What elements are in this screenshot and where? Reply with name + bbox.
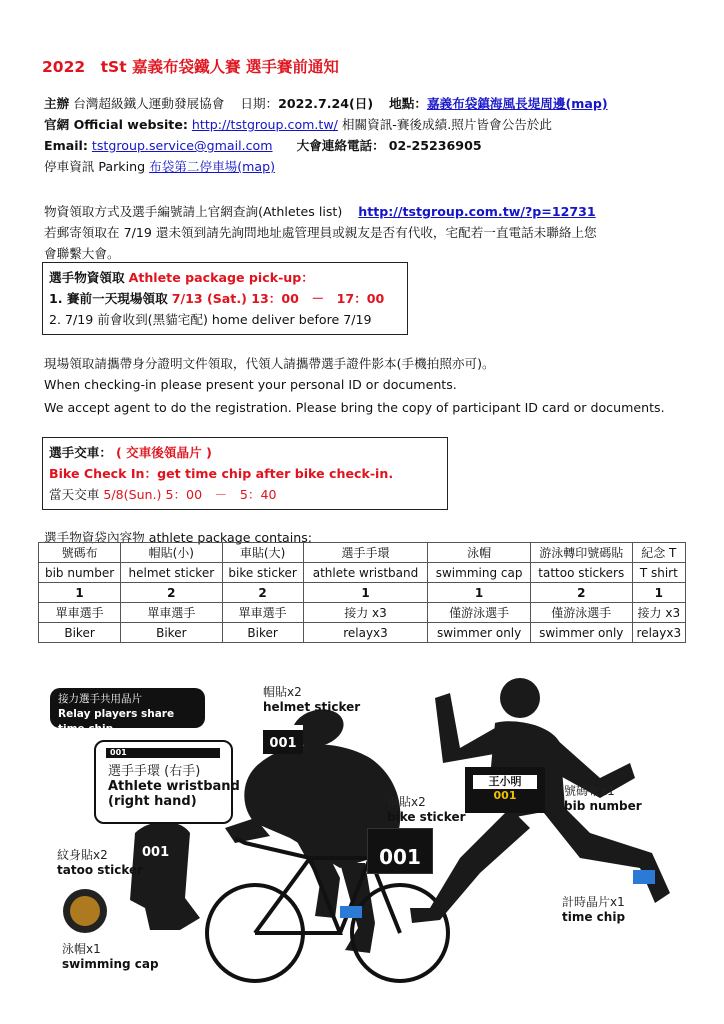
bib-cn: 號碼布x1: [564, 784, 615, 798]
bib-sheet: [465, 767, 545, 813]
wristband-en-2: (right hand): [108, 794, 197, 809]
bib-label: [564, 784, 642, 814]
package-cell: 僅游泳選手: [530, 603, 632, 623]
package-cell: 紀念 T: [632, 543, 685, 563]
pickup-box: [42, 262, 408, 335]
organizer-line: [44, 93, 608, 112]
package-cell: 號碼布: [39, 543, 121, 563]
package-cell: athlete wristband: [303, 563, 428, 583]
athletes-list-line: [44, 201, 596, 220]
package-cell: Biker: [121, 623, 222, 643]
helmet-en: helmet sticker: [263, 700, 361, 714]
wristband-number: 001: [110, 748, 127, 757]
package-row-cn: [39, 543, 686, 563]
athletes-list-text: 物資領取方式及選手編號請上官網查詢(Athletes list): [44, 204, 343, 219]
website-label: 官網 Official website:: [44, 117, 188, 132]
time-chip-en: time chip: [562, 910, 626, 924]
package-cell: 單車選手: [121, 603, 222, 623]
package-cell: 帽貼(小): [121, 543, 222, 563]
package-row-en: [39, 563, 686, 583]
bike-sticker: [367, 828, 433, 874]
parking-line: [44, 156, 275, 175]
time-chip-icon: [340, 906, 362, 918]
wristband-cn: 選手手環 (右手): [108, 764, 201, 779]
package-cell: Biker: [39, 623, 121, 643]
id-notice-cn: 現場領取請攜帶身分證明文件領取，代領人請攜帶選手證件影本(手機拍照亦可)。: [44, 356, 495, 371]
phone: 02-25236905: [388, 138, 482, 153]
bike-sticker-cn: 車貼x2: [387, 795, 426, 809]
helmet-sticker: [263, 725, 303, 754]
package-cell: 接力 x3: [303, 603, 428, 623]
contact-line: [44, 135, 482, 154]
bike-checkin-time: 5/8(Sun.) 5：00 － 5：40: [103, 487, 277, 502]
pickup-line-1-prefix: 1. 賽前一天現場領取: [49, 291, 168, 306]
id-notice-en-2: We accept agent to do the registration. Please bring the copy of participant ID card or documents.: [44, 400, 665, 415]
bike-checkin-title: [49, 442, 441, 463]
time-chip-cn: 計時晶片x1: [562, 895, 625, 909]
bike-checkin-prefix: 當天交車: [49, 487, 100, 502]
helmet-number: 001: [269, 736, 297, 751]
date-label: 日期：: [240, 96, 279, 111]
package-cell: swimming cap: [428, 563, 531, 583]
package-cell: 單車選手: [222, 603, 303, 623]
bike-checkin-line: [49, 484, 441, 505]
wristband-label: [108, 764, 240, 809]
package-cell: bib number: [39, 563, 121, 583]
organizer: 台灣超級鐵人運動發展協會: [73, 96, 225, 111]
wristband-band: [106, 748, 220, 758]
package-cell: relayx3: [632, 623, 685, 643]
mail-note-1: 若郵寄領取在 7/19 還未領到請先詢問地址處管理員或親友是否有代收，宅配若一直電話未聯絡上您: [44, 225, 597, 240]
bike-checkin-title-cn: 選手交車：: [49, 445, 112, 460]
tattoo-cn: 紋身貼x2: [57, 848, 108, 862]
swimming-cap-cn: 泳帽x1: [62, 942, 101, 956]
package-cell: 1: [632, 583, 685, 603]
athletes-list-link[interactable]: http://tstgroup.com.tw/?p=12731: [358, 204, 596, 219]
package-cell: 1: [428, 583, 531, 603]
swimming-cap-en: swimming cap: [62, 957, 159, 971]
tattoo-label: [57, 848, 143, 878]
package-cell: 泳帽: [428, 543, 531, 563]
pickup-title-cn: 選手物資領取: [49, 270, 125, 285]
package-cell: 接力 x3: [632, 603, 685, 623]
date: 2022.7.24(日): [278, 96, 374, 111]
parking-map-link[interactable]: 布袋第二停車場(map): [149, 159, 276, 174]
pickup-title-en: Athlete package pick-up：: [128, 270, 314, 285]
package-row-who-en: [39, 623, 686, 643]
relay-en: Relay players share time chip.: [58, 708, 175, 735]
venue-map-link[interactable]: 嘉義布袋鎮海風長堤周邊(map): [426, 96, 608, 111]
bib-en: bib number: [564, 799, 642, 813]
page-title: 2022 tSt 嘉義布袋鐵人賽 選手賽前通知: [42, 58, 339, 76]
mail-note-2: 會聯繫大會。: [44, 246, 120, 261]
package-row-who: [39, 603, 686, 623]
time-chip-icon-runner: [633, 870, 655, 884]
package-cell: 車貼(大): [222, 543, 303, 563]
helmet-label: [263, 685, 360, 715]
package-cell: bike sticker: [222, 563, 303, 583]
package-cell: T shirt: [632, 563, 685, 583]
package-cell: 游泳轉印號碼貼: [530, 543, 632, 563]
package-cell: swimmer only: [530, 623, 632, 643]
package-cell: swimmer only: [428, 623, 531, 643]
package-cell: 2: [530, 583, 632, 603]
package-cell: tattoo stickers: [530, 563, 632, 583]
parking-label: 停車資訊 Parking: [44, 159, 146, 174]
package-cell: 2: [222, 583, 303, 603]
pickup-line-1: [49, 288, 401, 309]
website-link[interactable]: http://tstgroup.com.tw/: [191, 117, 338, 132]
package-cell: Biker: [222, 623, 303, 643]
bib-name: 王小明: [473, 775, 537, 789]
email-link[interactable]: tstgroup.service@gmail.com: [91, 138, 273, 153]
bike-checkin-note: ( 交車後領晶片 ): [115, 445, 212, 460]
pickup-line-1-time: 7/13 (Sat.) 13：00 － 17：00: [171, 291, 385, 306]
package-table: [38, 542, 686, 643]
wristband-callout: [94, 740, 240, 824]
bike-sticker-number: 001: [379, 845, 421, 869]
package-cell: 1: [303, 583, 428, 603]
organizer-label: 主辦: [44, 96, 70, 111]
pickup-line-2: 2. 7/19 前會收到(黑貓宅配) home deliver before 7/19: [49, 312, 372, 327]
pickup-title: [49, 267, 401, 288]
id-notice-en-1: When checking-in please present your personal ID or documents.: [44, 377, 457, 392]
venue-label: 地點：: [389, 96, 427, 111]
helmet-cn: 帽貼x2: [263, 685, 302, 699]
website-line: [44, 114, 552, 133]
tattoo-en: tatoo sticker: [57, 863, 144, 877]
package-row-qty: [39, 583, 686, 603]
package-cell: 僅游泳選手: [428, 603, 531, 623]
package-cell: 1: [39, 583, 121, 603]
bike-checkin-title-en: Bike Check In：get time chip after bike check-in.: [49, 466, 394, 481]
package-cell: 選手手環: [303, 543, 428, 563]
relay-callout: [50, 688, 205, 735]
bike-sticker-label: [387, 795, 466, 825]
package-cell: 單車選手: [39, 603, 121, 623]
relay-cn: 接力選手共用晶片: [58, 693, 142, 705]
website-note: 相關資訊-賽後成績.照片皆會公告於此: [341, 117, 552, 132]
time-chip-label: [562, 895, 625, 925]
package-cell: 2: [121, 583, 222, 603]
bib-number: 001: [493, 789, 517, 802]
swimming-cap-label: [62, 942, 159, 972]
email-label: Email:: [44, 138, 88, 153]
tattoo-sticker: 001: [142, 845, 170, 860]
bike-sticker-en: bike sticker: [387, 810, 466, 824]
package-cell: relayx3: [303, 623, 428, 643]
wristband-en-1: Athlete wristband: [108, 779, 240, 794]
phone-label: 大會連絡電話：: [296, 138, 385, 153]
bike-checkin-box: [42, 437, 448, 510]
package-caption: 選手物資袋內容物 athlete package contains:: [44, 530, 313, 545]
package-cell: helmet sticker: [121, 563, 222, 583]
